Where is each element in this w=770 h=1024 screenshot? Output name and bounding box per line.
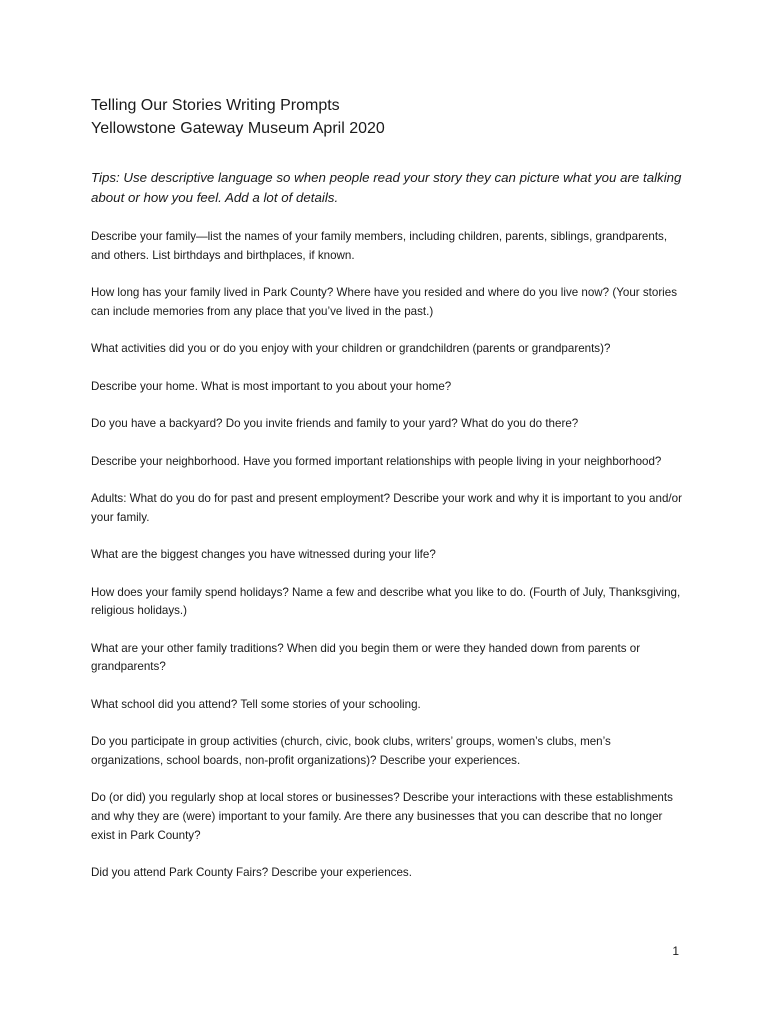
prompt-holidays: How does your family spend holidays? Name a few and describe what you like to do. (Fourth of July, Thanksgiving, religious holidays.): [91, 585, 681, 618]
page-number: 1: [672, 944, 679, 958]
prompt-backyard: Do you have a backyard? Do you invite friends and family to your yard? What do you do there?: [91, 417, 579, 431]
prompt-home: Describe your home. What is most important to you about your home?: [91, 379, 452, 393]
prompt-group-activities: Do you participate in group activities (church, civic, book clubs, writers’ groups, women’s clubs, men’s organizations, school boards, non-profit organizations)? Describe your experiences.: [91, 735, 611, 767]
page-content: [91, 94, 686, 883]
prompt-school: What school did you attend? Tell some stories of your schooling.: [91, 697, 421, 711]
prompt-county-fairs: Did you attend Park County Fairs? Describe your experiences.: [91, 866, 412, 880]
prompt-changes: What are the biggest changes you have witnessed during your life?: [91, 548, 436, 562]
document-title: Telling Our Stories Writing Prompts: [91, 97, 340, 114]
prompt-employment: Adults: What do you do for past and present employment? Describe your work and why it is important to you and/or your family.: [91, 492, 682, 524]
prompt-park-county-residence: How long has your family lived in Park County? Where have you resided and where do you live now? (Your stories can include memories from any place that you’ve lived in the past.): [91, 286, 678, 318]
document-subtitle: Yellowstone Gateway Museum April 2020: [91, 120, 385, 137]
prompt-local-businesses: Do (or did) you regularly shop at local stores or businesses? Describe your interactions with these establishments and why they are (were) important to your family. Are there any businesses that you can describe that no longer exist in Park County?: [91, 791, 673, 842]
tips-paragraph: Tips: Use descriptive language so when people read your story they can picture what you are talking about or how you feel. Add a lot of details.: [91, 170, 682, 205]
prompt-list: [91, 228, 686, 883]
prompt-neighborhood: Describe your neighborhood. Have you formed important relationships with people living in your neighborhood?: [91, 454, 662, 468]
prompt-family: Describe your family—list the names of your family members, including children, parents, siblings, grandparents, and others. List birthdays and birthplaces, if known.: [91, 230, 668, 262]
prompt-traditions: What are your other family traditions? When did you begin them or were they handed down from parents or grandparents?: [91, 641, 641, 674]
prompt-activities: What activities did you or do you enjoy with your children or grandchildren (parents or grandparents)?: [91, 342, 611, 356]
